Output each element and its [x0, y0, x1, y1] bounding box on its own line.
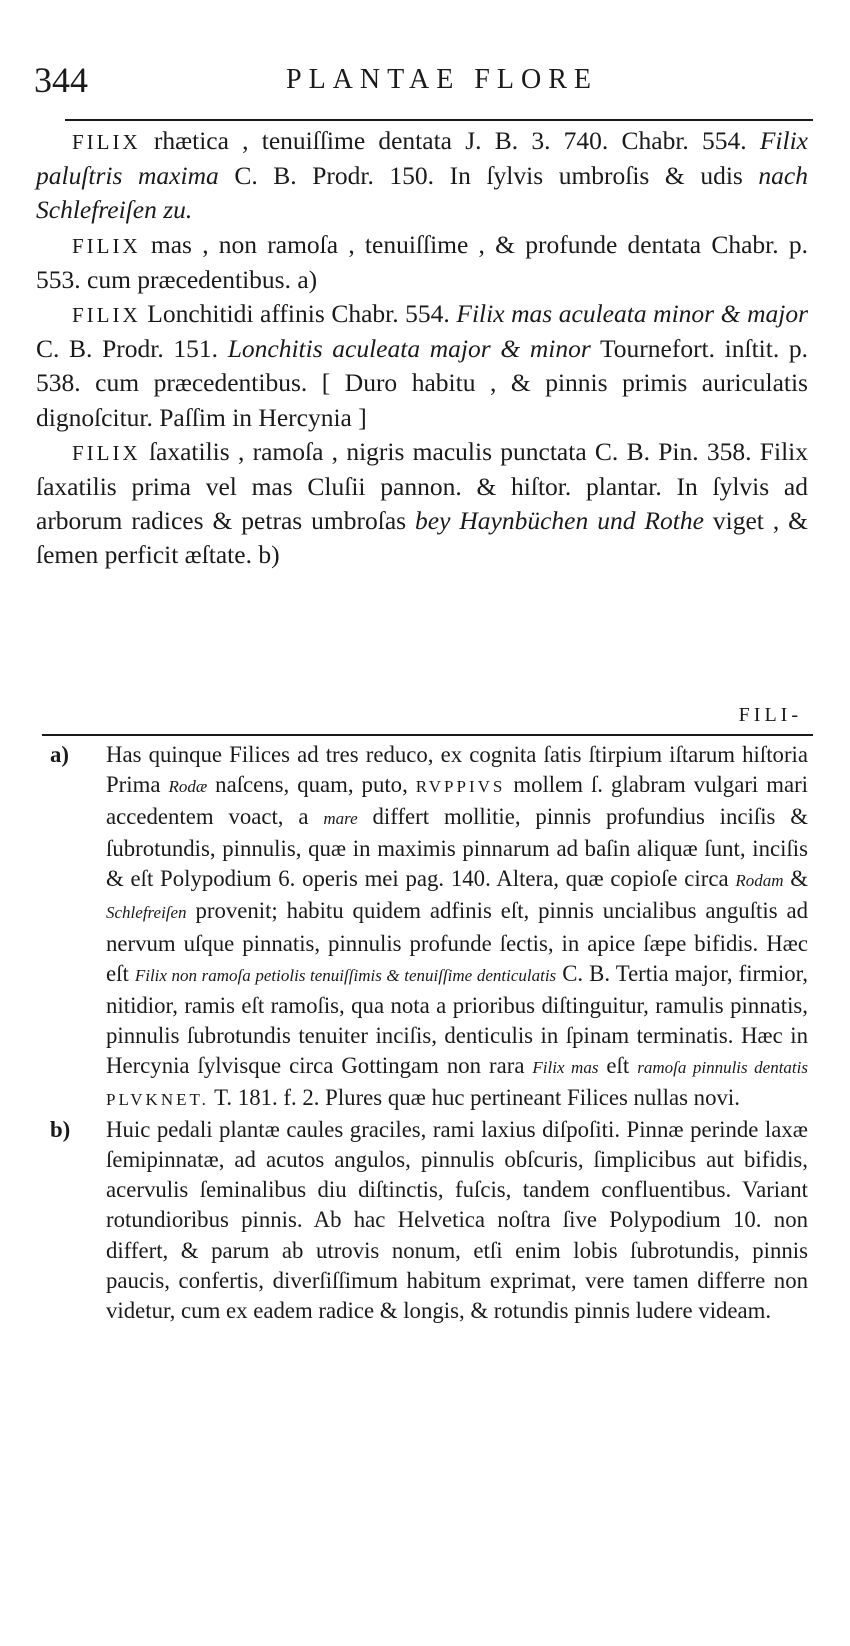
note-text: Huic pedali plantæ caules graciles, rami laxius diſpoſiti. Pinnæ perinde laxæ ſemipinnatæ, ad acutos angulos, pinnulis obſcuris, ſimplicibus aut bifidis, acervulis ſeminalibus diu diſtinctis, fuſcis, tandem confluentibus. Variant rotundioribus pinnis. Ab hac Helvetica noſtra ſive Polypodium 10. non differt, & parum ab utrovis nonum, etſi enim lobis ſubrotundis, pinnis paucis, confertis, diverſiſſimum habitum exprimat, vere tamen differre non videtur, cum ex eadem radice & longis, & rotundis pinnis ludere videam. [106, 1117, 808, 1323]
main-text [36, 124, 808, 573]
entry-keyword: FILIX [72, 303, 141, 328]
entry-filix-rhaetica [36, 124, 808, 228]
note-text: Has quinque Filices ad tres reduco, ex cognita ſatis ſtirpium iſtarum hiſtoria Prima [106, 742, 808, 798]
note-italic: Schlefreiſen [106, 903, 187, 923]
entry-filix-mas [36, 228, 808, 297]
entry-keyword: FILIX [72, 130, 141, 154]
note-italic: Rodæ [168, 777, 208, 797]
entry-italic: Filix mas aculeata minor & major [456, 299, 808, 329]
entry-keyword: FILIX [72, 233, 141, 258]
entry-keyword: FILIX [72, 440, 141, 465]
entry-text: viget , & ſemen perficit æſtate. b) [36, 506, 808, 570]
note-text: C. B. Tertia major, firmior, nitidior, ramis eſt ramoſis, qua nota a prioribus diſtinguitur, ramulis pinnatis, pinnulis ſubrotundis tenuiter inciſis, denticulis in ſpinam terminatis. Hæc in Hercynia ſylvisque circa Gottingam non rara [106, 960, 808, 1078]
note-italic: Rodam [735, 871, 784, 891]
header-rule [65, 119, 813, 121]
page-number: 344 [34, 60, 88, 100]
footnote-a [36, 740, 808, 1115]
entry-text: mas , non ramoſa , tenuiſſime , & profunde dentata Chabr. p. 553. cum præcedentibus. a) [36, 229, 808, 294]
note-text: & [783, 866, 808, 892]
catchword: FILI- [738, 704, 802, 726]
note-text: T. 181. f. 2. Plures quæ huc pertineant Filices nullas novi. [208, 1085, 740, 1111]
entry-italic: nach Schlefreiſen zu. [36, 161, 808, 225]
footnote-b [36, 1115, 808, 1326]
note-italic: Filix mas [532, 1057, 599, 1077]
footnotes [36, 740, 808, 1326]
note-text: differt mollitie, pinnis profundius inciſis & ſubrotundis, pinnulis, quæ in maximis pinnarum ad baſin aliquæ ſunt, inciſis & eſt Polypodium 6. operis mei pag. 140. Altera, quæ copioſe circa [106, 804, 808, 892]
entry-italic: bey Haynbüchen und Rothe [415, 506, 704, 536]
footnote-marker: b) [50, 1117, 71, 1143]
note-italic: ramoſa pinnulis dentatis [637, 1057, 808, 1077]
entry-text: Lonchitidi affinis Chabr. 554. [140, 299, 457, 329]
entry-text: C. B. Prodr. 151. [36, 334, 228, 364]
note-author: PLVKNET. [106, 1090, 209, 1110]
note-text: eſt [598, 1052, 638, 1078]
note-text: mollem ſ. glabram vulgari mari accedentem voact, a [106, 772, 809, 830]
footnote-marker: a) [50, 742, 69, 767]
page-header [34, 58, 814, 108]
entry-italic: Lonchitis aculeata major & minor [227, 334, 591, 364]
entry-text: Tournefort. inſtit. p. 538. cum præcedentibus. [ Duro habitu , & pinnis primis auriculatis dignoſcitur. Paſſim in Hercynia ] [36, 334, 809, 432]
running-head: PLANTAE FLORE [286, 64, 598, 95]
entry-text: C. B. Prodr. 150. In ſylvis umbroſis & udis [218, 161, 759, 191]
entry-filix-saxatilis [36, 435, 808, 573]
entry-text: rhætica , tenuiſſime dentata J. B. 3. 740. Chabr. 554. [140, 126, 760, 155]
note-text: naſcens, quam, puto, [207, 772, 416, 798]
note-text: provenit; habitu quidem adfinis eſt, pinnis uncialibus anguſtis ad nervum uſque pinnatis, pinnulis profunde ſectis, in apice ſæpe bifidis. Hæc eſt [106, 898, 808, 986]
entry-filix-lonchitidi [36, 297, 808, 435]
note-author: RVPPIVS [415, 777, 506, 797]
footnote-rule [42, 734, 813, 736]
entry-text: ſaxatilis , ramoſa , nigris maculis punctata C. B. Pin. 358. Filix ſaxatilis prima vel mas Cluſii pannon. & hiſtor. plantar. In ſylvis ad arborum radices & petras umbroſas [36, 436, 808, 536]
note-italic: mare [323, 809, 358, 829]
entry-italic: Filix paluſtris maxima [36, 126, 808, 191]
note-italic: Filix non ramoſa petiolis tenuiſſimis & tenuiſſime denticulatis [134, 965, 557, 985]
